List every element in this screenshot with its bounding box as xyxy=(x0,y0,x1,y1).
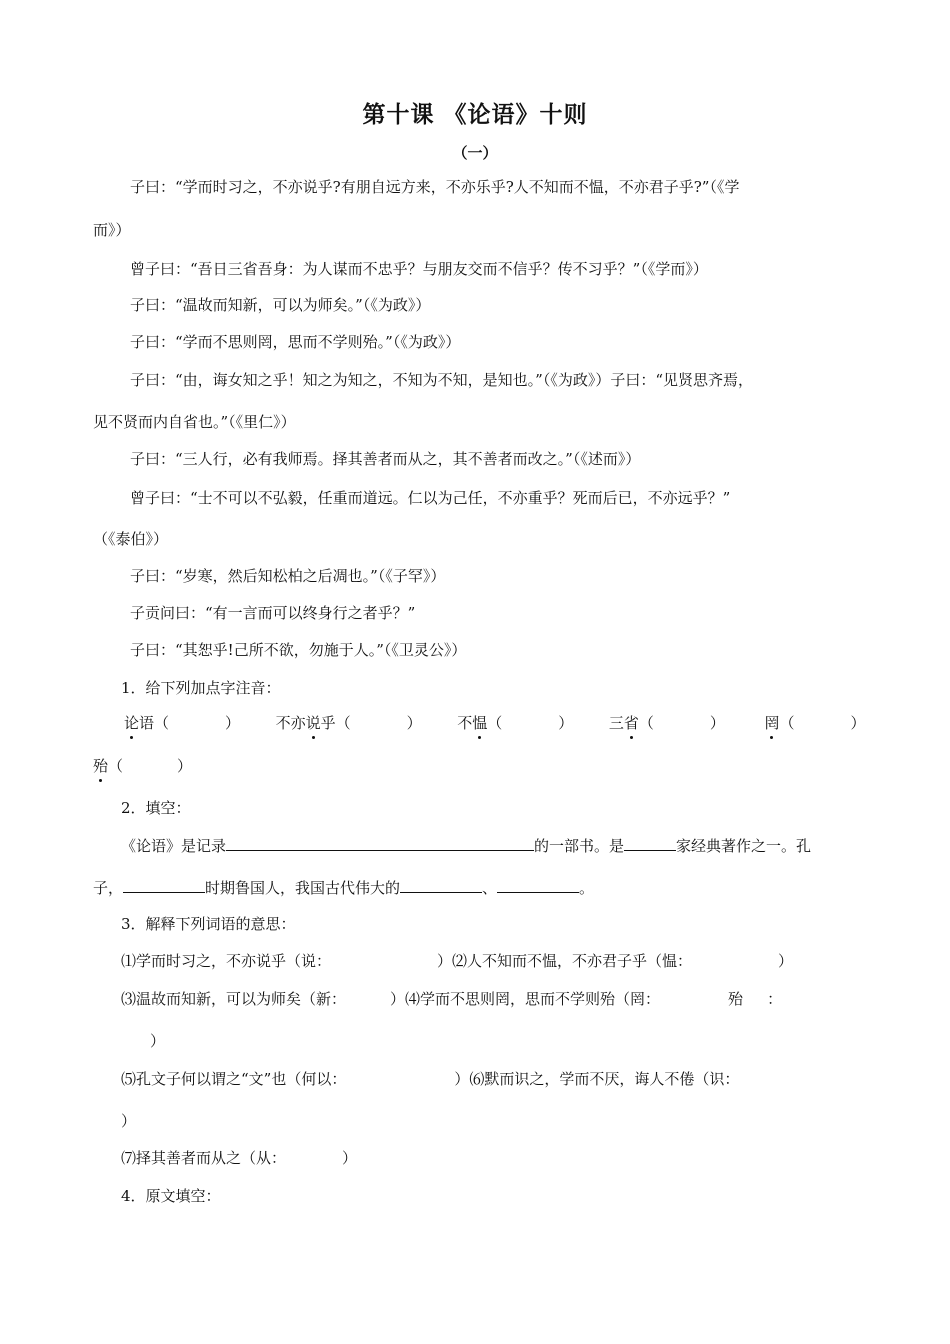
passage-7-line-1: 曾子曰：“士不可以不弘毅，任重而道远。仁以为己任，不亦重乎？死而后已，不亦远乎？” xyxy=(130,489,731,507)
pinyin-item-5: 罔（ ） xyxy=(764,714,866,732)
question-1-items-row-1 xyxy=(124,712,866,733)
question-4-heading: 4．原文填空： xyxy=(121,1187,221,1205)
question-2-heading: 2．填空： xyxy=(121,799,191,817)
fill-blank-school[interactable] xyxy=(624,836,676,851)
passage-5-line-2: 见不贤而内自省也。”（《里仁》） xyxy=(93,413,296,431)
pinyin-item-6: 殆（ ） xyxy=(93,757,193,775)
passage-2: 曾子曰：“吾日三省吾身：为人谋而不忠乎？与朋友交而不信乎？传不习乎？”（《学而》） xyxy=(130,260,708,278)
definition-item-4: ⑷学而不思则罔，思而不学则殆（罔： 殆 ： xyxy=(405,990,783,1008)
passage-8: 子曰：“岁寒，然后知松柏之后凋也。”（《子罕》） xyxy=(130,567,446,585)
fill-blank-role-1[interactable] xyxy=(400,878,482,893)
pinyin-item-4: 三省（ ） xyxy=(608,714,725,732)
passage-6: 子曰：“三人行，必有我师焉。择其善者而从之，其不善者而改之。”（《述而》） xyxy=(130,450,641,468)
pinyin-item-1: 论语（ ） xyxy=(124,714,241,732)
passage-5-line-1: 子曰：“由，诲女知之乎！知之为知之，不知为不知，是知也。”（《为政》）子曰：“见贤思齐焉， xyxy=(130,371,754,389)
passage-7-line-2: （《泰伯》） xyxy=(93,530,169,548)
definition-item-7: ⑺择其善者而从之（从： ） xyxy=(121,1149,358,1167)
question-1-heading: 1．给下列加点字注音： xyxy=(121,679,281,697)
definition-item-2: ⑵人不知而不愠，不亦君子乎（愠： ） xyxy=(452,952,794,970)
fill-blank-role-2[interactable] xyxy=(497,878,579,893)
passage-9: 子贡问曰：“有一言而可以终身行之者乎？” xyxy=(130,604,416,622)
question-3-heading: 3．解释下列词语的意思： xyxy=(121,915,296,933)
question-3-row-3 xyxy=(121,1068,739,1089)
passage-1-line-1: 子曰：“学而时习之，不亦说乎?有朋自远方来，不亦乐乎?人不知而不愠，不亦君子乎?”（《学 xyxy=(130,178,740,196)
definition-item-1: ⑴学而时习之，不亦说乎（说： ） xyxy=(121,952,453,970)
question-2-line-1: 《论语》是记录 的一部书。是 家经典著作之一。孔 xyxy=(121,837,812,855)
question-2-line-2: 子， 时期鲁国人，我国古代伟大的 、 。 xyxy=(93,879,595,897)
fill-blank-period[interactable] xyxy=(123,878,205,893)
question-3-row-2 xyxy=(121,988,782,1009)
passage-4: 子曰：“学而不思则罔，思而不学则殆。”（《为政》） xyxy=(130,333,461,351)
pinyin-item-3: 不愠（ ） xyxy=(457,714,574,732)
definition-item-5: ⑸孔文子何以谓之“文”也（何以： ） xyxy=(121,1070,470,1088)
definition-item-3: ⑶温故而知新，可以为师矣（新： ） xyxy=(121,990,406,1008)
pinyin-item-2: 不亦说乎（ ） xyxy=(275,714,422,732)
question-3-row-1 xyxy=(121,950,793,971)
question-3-row-3-close: ） xyxy=(121,1112,137,1130)
question-3-row-2-close: ） xyxy=(150,1032,166,1050)
passage-3: 子曰：“温故而知新，可以为师矣。”（《为政》） xyxy=(130,296,431,314)
passage-10: 子曰：“其恕乎!己所不欲，勿施于人。”（《卫灵公》） xyxy=(130,641,467,659)
section-number: （一） xyxy=(452,144,498,162)
passage-1-line-2: 而》） xyxy=(93,221,131,239)
lesson-title: 第十课 《论语》十则 xyxy=(362,102,588,128)
fill-blank-record[interactable] xyxy=(226,836,534,851)
definition-item-6: ⑹默而识之，学而不厌，诲人不倦（识： xyxy=(469,1070,740,1088)
